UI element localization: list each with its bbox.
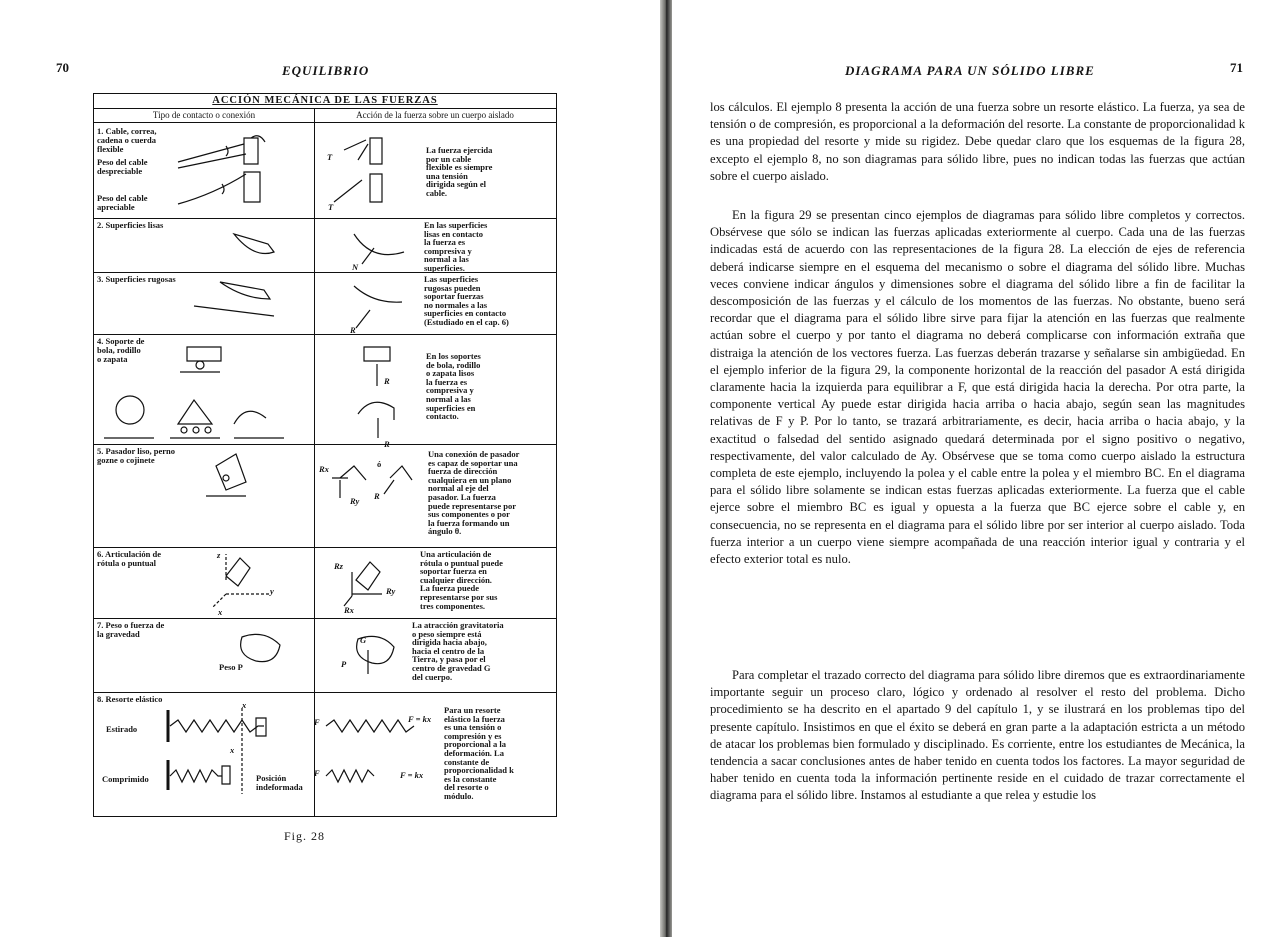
row-1-sublabel-b: Peso del cable apreciable [97, 193, 148, 212]
right-page [672, 0, 1280, 937]
rx-symbol: Rx [344, 605, 354, 615]
body-outline [241, 634, 280, 661]
spring-free-body [326, 770, 374, 782]
reaction-arrow [356, 310, 370, 328]
y-axis-label: y [270, 586, 274, 596]
normal-force-arrow [362, 248, 374, 264]
support-block [187, 347, 221, 361]
row-4-description: En los soportes de bola, rodillo o zapata lisos la fuerza es compresiva y normal a las superficies en contacto. [426, 351, 481, 422]
free-body-joint [356, 562, 380, 590]
angle-arc [222, 146, 228, 194]
compressed-label: Comprimido [102, 774, 149, 784]
book-spine [660, 0, 672, 937]
roller-icon [116, 396, 144, 424]
rz-symbol: Rz [334, 561, 343, 571]
col-header-action: Acción de la fuerza sobre un cuerpo aislado [314, 108, 556, 123]
row-7-label: 7. Peso o fuerza de la gravedad [97, 620, 165, 639]
running-head: EQUILIBRIO [282, 63, 370, 78]
row-6-label: 6. Articulación de rótula o puntual [97, 549, 161, 568]
spring-equation: F = kx [400, 770, 424, 780]
weight-label: Peso P [219, 662, 243, 672]
row-6-description: Una articulación de rótula o puntual puede soportar fuerza en cualquier dirección. La fuerza puede representarse por sus tres componentes. [420, 549, 503, 611]
paragraph-1: los cálculos. El ejemplo 8 presenta la acción de una fuerza sobre un resorte elástico. La fuerza, ya sea de tensión o de compresión, es proporcional a la deformación del resorte. La constante de proporcionalidad k es una propiedad del resorte y mide su rigidez. Debe quedar claro que los esquemas de la figura 28, excepto el ejemplo 8, no son diagramas para sólido libre, pues no indican todas las fuerzas que actúan sobre el cuerpo aislado. [710, 100, 1245, 183]
ry-symbol: Ry [386, 586, 396, 596]
row-2-label: 2. Superficies lisas [97, 220, 164, 230]
figure-caption: Fig. 28 [284, 829, 326, 843]
row-7-description: La atracción gravitatoria o peso siempre está dirigida hacia abajo, hacia el centro de la Tierra, y pasa por el centro de gravedad G del cuerpo. [412, 620, 504, 682]
stretched-label: Estirado [106, 724, 138, 734]
paragraph-2: En la figura 29 se presentan cinco ejemplos de diagramas para sólido libre completos y correctos. Obsérvese que sólo se indican las fuerzas aplicadas exteriormente al cuerpo. Cada una de las fuerzas indicadas está de acuerdo con las representaciones de la figura 28. La elección de ejes de referencia deberá indicarse siempre en el esquema del mecanismo o sobre el diagrama del sólido libre. Muchas veces conviene indicar ángulos y dimensiones sobre el diagrama del sólido libre a fin de facilitar la descomposición de las fuerzas y el cálculo de los momentos de las fuerzas. No obstante, bueno será recordar que el diagrama para el sólido libre sirve para fijar la atención en las fuerzas que realmente actúan sobre el cuerpo y por tanto el diagrama no deberá complicarse con información extraña que distraiga la atención de los vectores fuerza. Las fuerzas deberán trazarse y señalarse sin ambigüedad. En el ejemplo inferior de la figura 29, la componente horizontal de la reacción del pasador A está dirigida claramente hacia la izquierda para equilibrar a F, que está dirigida hacia la derecha. Por otra parte, la componente vertical Ay puede estar dirigida hacia arriba o hacia abajo, según sean las magnitudes relativas de F y P. Por lo tanto, se trazará arbitrariamente, es decir, hacia arriba o hacia abajo, y la exactitud o falsedad del sentido asignado quedará determinada por el signo positivo o negativo, respectivamente, del valor calculado de Ay. Obsérvese que se toma como cuerpo aislado la estructura completa de este ejemplo, incluyendo la polea y el cable entre la polea y el miembro BC. En el diagrama para el sólido libre solamente se indican estas fuerzas aplicadas exteriormente. La fuerza que el cable ejerce sobre el miembro BC es igual y opuesta a la fuerza que BC ejerce sobre el cable y, en consecuencia, no se representa en el diagrama para el sólido libre por ser interior al cuerpo aislado. Toda fuerza interior a un cuerpo viene siempre acompañada de una reacción interior igual y contraria y el efecto exterior total es nulo. [710, 208, 1245, 567]
row-2-description: En las superficies lisas en contacto la fuerza es compresiva y normal a las superficies. [424, 220, 488, 273]
spring-free-body [326, 720, 414, 732]
free-body-cable [344, 138, 382, 164]
row-1-sublabel-a: Peso del cable despreciable [97, 157, 148, 176]
rough-body [354, 286, 402, 302]
force-symbol: F [314, 717, 320, 727]
paragraph-3: Para completar el trazado correcto del diagrama para sólido libre diremos que es extraordinariamente importante seguir un proceso claro, lógico y ordenado al resolver el resto del problema. Dicho procedimiento se ha descrito en el apartado 9 del capítulo 1, y se ilustrará en los problemas tipo del presente capítulo. Insistimos en que el éxito se deberá en gran parte a la adaptación estricta a un método de atacar los problemas bien formulado y disciplinado. Es corriente, entre los estudiantes de Mecánica, la tendencia a sacar conclusiones antes de haber tenido en cuenta todos los factores. La mayor seguridad de haber tenido en cuenta toda la información pertinente reside en el cuidado de trazar correctamente el diagrama para el sólido libre. Instamos al estudiante a que relea y estudie los [710, 668, 1245, 803]
component-arrows [332, 478, 348, 498]
hanging-block [244, 136, 265, 164]
undeformed-label: Posición indeformada [256, 773, 303, 792]
rx-symbol: Rx [319, 464, 329, 474]
or-word: ó [377, 459, 382, 469]
row-8-description: Para un resorte elástico la fuerza es una tensión o compresión y es proporcional a la deformación. La constante de proporcionalidad k es la constante del resorte o módulo. [444, 705, 514, 801]
page-number: 71 [1230, 60, 1243, 75]
row-3-description: Las superficies rugosas pueden soportar fuerzas no normales a las superficies en contacto (Estudiado en el cap. 6) [424, 274, 509, 327]
row-5-description: Una conexión de pasador es capaz de soportar una fuerza de dirección cualquiera en un plano normal al eje del pasador. La fuerza puede representarse por sus componentes o por la fuerza formando un ángulo θ. [428, 449, 520, 537]
ball-support [196, 361, 204, 369]
smooth-surface [234, 234, 274, 254]
tension-symbol: T [328, 202, 334, 212]
compressed-spring [170, 770, 222, 782]
force-symbol: F [314, 768, 320, 778]
reaction-symbol: R [350, 325, 356, 335]
page-number: 70 [56, 60, 69, 75]
row-5-label: 5. Pasador liso, perno gozne o cojinete [97, 446, 176, 465]
deformation-x-label: x [230, 745, 235, 755]
row-1-description: La fuerza ejercida por un cable flexible es siempre una tensión dirigida según el cable. [426, 145, 493, 198]
stretched-spring [170, 720, 264, 732]
spring-end [222, 766, 230, 784]
force-action-table [93, 93, 557, 817]
cable-line [178, 144, 246, 168]
pin-member [384, 466, 412, 494]
running-head: DIAGRAMA PARA UN SÓLIDO LIBRE [845, 63, 1095, 78]
reaction-symbol: R [384, 439, 390, 449]
row-8-label: 8. Resorte elástico [97, 694, 163, 704]
ry-symbol: Ry [350, 496, 360, 506]
spring-equation: F = kx [408, 714, 432, 724]
normal-force-symbol: N [352, 262, 359, 272]
free-body-shape [358, 402, 394, 420]
col-header-contact: Tipo de contacto o conexión [94, 108, 314, 123]
deformation-x-label: x [242, 700, 247, 710]
shoe-support [178, 400, 212, 424]
sagging-cable [178, 174, 246, 204]
gravity-center-symbol: G [360, 635, 367, 645]
ball-joint [226, 558, 250, 586]
pin-bracket [216, 454, 246, 490]
row-3-label: 3. Superficies rugosas [97, 274, 176, 284]
table-title: ACCIÓN MECÁNICA DE LAS FUERZAS [212, 95, 438, 106]
free-body-cable [334, 174, 382, 202]
z-axis-label: z [217, 550, 221, 560]
smooth-body [354, 234, 404, 255]
weight-symbol: P [341, 659, 347, 669]
table-illustrations [94, 94, 558, 818]
hanging-block [244, 172, 260, 202]
row-4-label: 4. Soporte de bola, rodillo o zapata [97, 336, 145, 364]
free-body-block [364, 347, 390, 361]
row-1-label: 1. Cable, correa, cadena o cuerda flexible [97, 126, 157, 154]
x-axis-label: x [218, 607, 223, 617]
reaction-symbol: R [384, 376, 390, 386]
rocker-support [234, 411, 266, 424]
body-outline [357, 636, 394, 663]
rough-surface [194, 282, 274, 316]
reaction-symbol: R [374, 491, 380, 501]
tension-symbol: T [327, 152, 333, 162]
